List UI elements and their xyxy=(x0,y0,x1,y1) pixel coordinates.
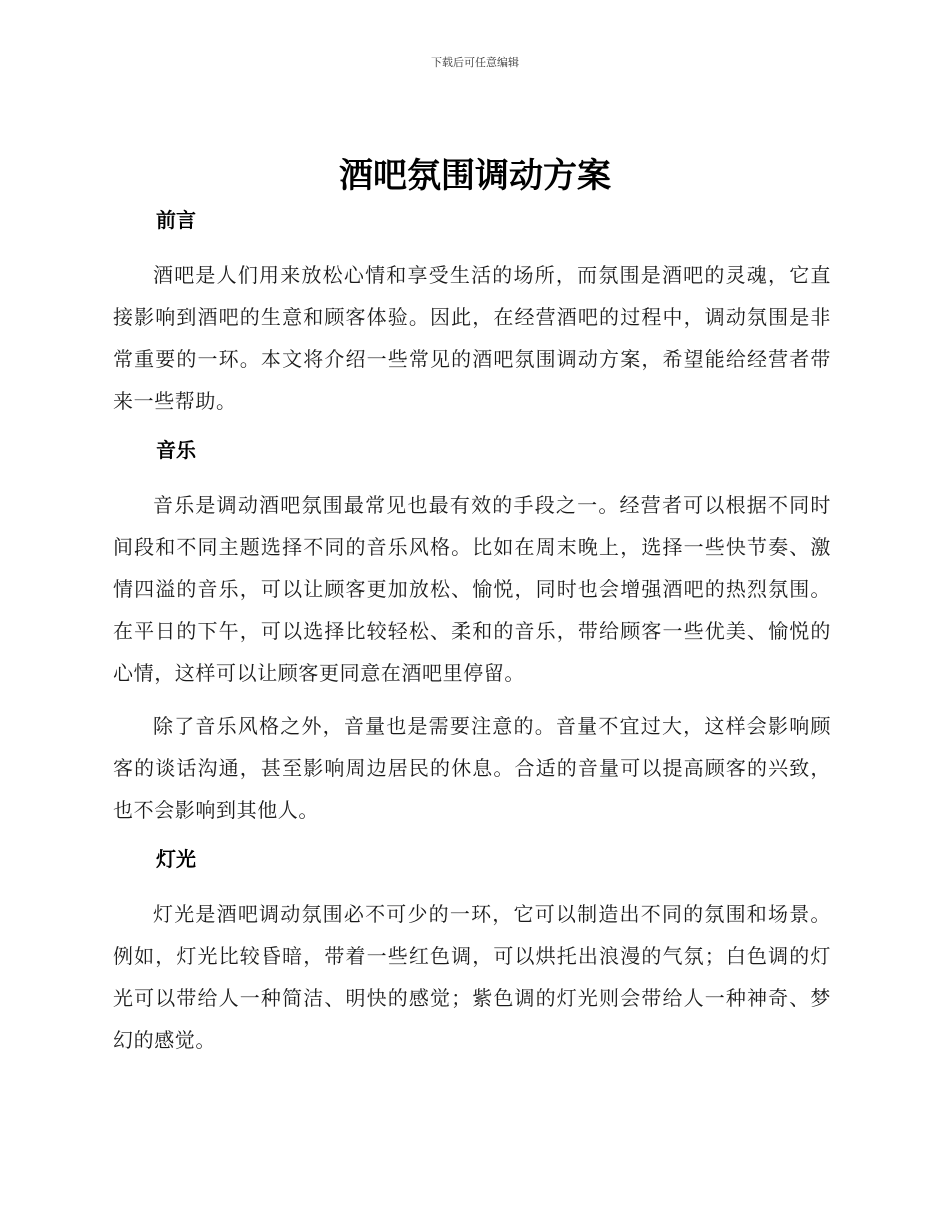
document-body xyxy=(113,200,831,1061)
paragraph-lighting-1: 灯光是酒吧调动氛围必不可少的一环，它可以制造出不同的氛围和场景。例如，灯光比较昏暗，带着一些红色调，可以烘托出浪漫的气氛；白色调的灯光可以带给人一种简洁、明快的感觉；紫色调的灯光则会带给人一种神奇、梦幻的感觉。 xyxy=(113,902,831,1052)
section-heading-lighting: 灯光 xyxy=(156,847,196,871)
section-heading-preface: 前言 xyxy=(156,208,196,232)
document-title: 酒吧氛围调动方案 xyxy=(339,156,611,196)
header-note: 下载后可任意编辑 xyxy=(431,56,519,69)
section-heading-music: 音乐 xyxy=(156,438,196,462)
paragraph-music-2: 除了音乐风格之外，音量也是需要注意的。音量不宜过大，这样会影响顾客的谈话沟通，甚至影响周边居民的休息。合适的音量可以提高顾客的兴致，也不会影响到其他人。 xyxy=(113,714,831,822)
paragraph-music-1: 音乐是调动酒吧氛围最常见也最有效的手段之一。经营者可以根据不同时间段和不同主题选择不同的音乐风格。比如在周末晚上，选择一些快节奏、激情四溢的音乐，可以让顾客更加放松、愉悦，同时也会增强酒吧的热烈氛围。在平日的下午，可以选择比较轻松、柔和的音乐，带给顾客一些优美、愉悦的心情，这样可以让顾客更同意在酒吧里停留。 xyxy=(113,493,831,685)
paragraph-preface-1: 酒吧是人们用来放松心情和享受生活的场所，而氛围是酒吧的灵魂，它直接影响到酒吧的生意和顾客体验。因此，在经营酒吧的过程中，调动氛围是非常重要的一环。本文将介绍一些常见的酒吧氛围调动方案，希望能给经营者带来一些帮助。 xyxy=(113,263,831,413)
